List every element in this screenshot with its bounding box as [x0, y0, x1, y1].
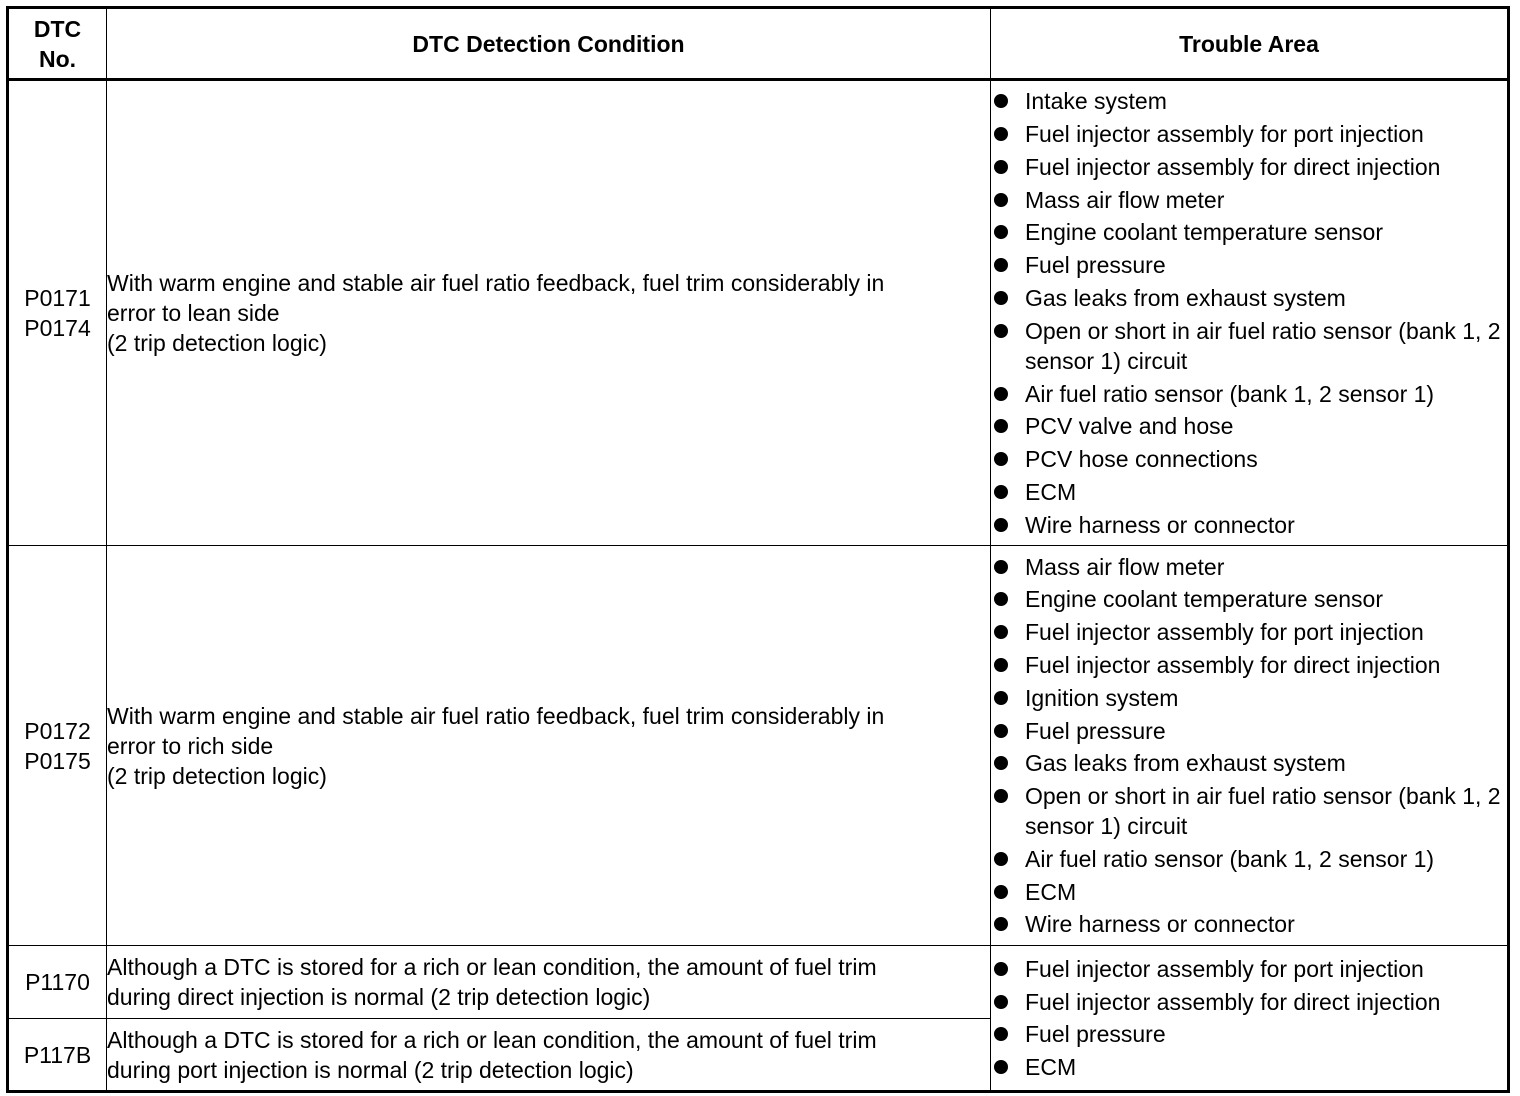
condition-line: during port injection is normal (2 trip detection logic) — [107, 1056, 634, 1083]
list-item — [991, 584, 1507, 614]
list-item — [991, 1019, 1507, 1049]
dtc-code: P0174 — [24, 315, 91, 341]
trouble-area-list — [991, 86, 1507, 540]
trouble-area-item: Wire harness or connector — [1025, 511, 1295, 538]
bullet-icon — [994, 324, 1008, 338]
list-item — [991, 954, 1507, 984]
trouble-area-item: Mass air flow meter — [1025, 553, 1225, 580]
bullet-icon — [994, 127, 1008, 141]
list-item — [991, 119, 1507, 149]
dtc-code: P117B — [23, 1041, 92, 1068]
bullet-icon — [994, 1060, 1008, 1074]
condition-line: With warm engine and stable air fuel ratio feedback, fuel trim considerably in — [107, 270, 885, 296]
trouble-area-item: Fuel injector assembly for direct injection — [1025, 988, 1441, 1015]
list-item — [991, 217, 1507, 247]
bullet-icon — [994, 518, 1008, 532]
list-item — [991, 510, 1507, 540]
list-item — [991, 152, 1507, 182]
bullet-icon — [994, 658, 1008, 672]
trouble-area-item: PCV hose connections — [1025, 446, 1258, 473]
bullet-icon — [994, 258, 1008, 272]
list-item — [991, 552, 1507, 582]
list-item — [991, 650, 1507, 680]
list-item — [991, 683, 1507, 713]
list-item — [991, 185, 1507, 215]
list-item — [991, 250, 1507, 280]
list-item — [991, 909, 1507, 939]
condition-line: With warm engine and stable air fuel ratio feedback, fuel trim considerably in — [107, 702, 885, 729]
trouble-area-list — [991, 954, 1507, 1082]
bullet-icon — [994, 852, 1008, 866]
bullet-icon — [994, 387, 1008, 401]
trouble-area-item: Fuel injector assembly for port injection — [1025, 121, 1424, 148]
table-row — [8, 946, 1509, 1019]
dtc-table — [6, 6, 1510, 1093]
dtc-code-cell — [8, 1019, 107, 1092]
trouble-area-item: Wire harness or connector — [1025, 911, 1295, 938]
bullet-icon — [994, 756, 1008, 770]
bullet-icon — [994, 962, 1008, 976]
dtc-code: P0172 — [24, 717, 91, 744]
list-item — [991, 316, 1507, 376]
trouble-area-item: Fuel pressure — [1025, 717, 1166, 744]
trouble-area-item: Intake system — [1025, 88, 1167, 115]
trouble-area-item: Air fuel ratio sensor (bank 1, 2 sensor 1) — [1025, 845, 1435, 872]
list-item — [991, 781, 1507, 841]
bullet-icon — [994, 885, 1008, 899]
bullet-icon — [994, 419, 1008, 433]
bullet-icon — [994, 160, 1008, 174]
detection-condition-cell — [107, 946, 991, 1019]
list-item — [991, 1052, 1507, 1082]
bullet-icon — [994, 560, 1008, 574]
trouble-area-item: Mass air flow meter — [1025, 186, 1225, 213]
table-row — [8, 546, 1509, 946]
trouble-area-cell — [991, 80, 1509, 546]
list-item — [991, 748, 1507, 778]
trouble-area-item: Fuel pressure — [1025, 252, 1166, 279]
list-item — [991, 877, 1507, 907]
header-dtc-no-line2: No. — [38, 45, 77, 72]
bullet-icon — [994, 1027, 1008, 1041]
list-item — [991, 844, 1507, 874]
bullet-icon — [994, 724, 1008, 738]
condition-line: error to lean side — [107, 300, 280, 326]
trouble-area-item: Engine coolant temperature sensor — [1025, 586, 1383, 613]
bullet-icon — [994, 625, 1008, 639]
trouble-area-item: Gas leaks from exhaust system — [1025, 750, 1346, 777]
bullet-icon — [994, 592, 1008, 606]
list-item — [991, 86, 1507, 116]
trouble-area-item: Open or short in air fuel ratio sensor (bank 1, 2 sensor 1) circuit — [1025, 783, 1501, 840]
list-item — [991, 987, 1507, 1017]
condition-line: (2 trip detection logic) — [107, 762, 327, 789]
bullet-icon — [994, 193, 1008, 207]
dtc-code: P0175 — [24, 747, 91, 774]
bullet-icon — [994, 691, 1008, 705]
trouble-area-item: Ignition system — [1025, 684, 1179, 711]
trouble-area-item: ECM — [1025, 478, 1077, 505]
bullet-icon — [994, 291, 1008, 305]
trouble-area-item: ECM — [1025, 878, 1077, 905]
trouble-area-item: PCV valve and hose — [1025, 413, 1234, 440]
bullet-icon — [994, 917, 1008, 931]
condition-line: Although a DTC is stored for a rich or lean condition, the amount of fuel trim — [107, 1026, 877, 1053]
trouble-area-item: Fuel injector assembly for direct injection — [1025, 153, 1441, 180]
trouble-area-item: Fuel injector assembly for port injection — [1025, 955, 1424, 982]
trouble-area-item: Engine coolant temperature sensor — [1025, 219, 1383, 246]
dtc-code-cell — [8, 546, 107, 946]
trouble-area-cell — [991, 946, 1509, 1092]
header-row — [8, 8, 1509, 80]
condition-line: during direct injection is normal (2 trip detection logic) — [107, 984, 651, 1010]
bullet-icon — [994, 789, 1008, 803]
bullet-icon — [994, 452, 1008, 466]
list-item — [991, 617, 1507, 647]
list-item — [991, 283, 1507, 313]
trouble-area-item: Air fuel ratio sensor (bank 1, 2 sensor 1) — [1025, 380, 1435, 407]
dtc-code-cell — [8, 80, 107, 546]
dtc-code-cell — [8, 946, 107, 1019]
trouble-area-item: Fuel pressure — [1025, 1021, 1166, 1048]
dtc-code: P1170 — [25, 969, 90, 995]
bullet-icon — [994, 485, 1008, 499]
bullet-icon — [994, 94, 1008, 108]
trouble-area-item: Open or short in air fuel ratio sensor (bank 1, 2 sensor 1) circuit — [1025, 317, 1501, 374]
list-item — [991, 411, 1507, 441]
detection-condition-cell — [107, 1019, 991, 1092]
table-row — [8, 80, 1509, 546]
condition-line: error to rich side — [107, 732, 274, 759]
trouble-area-item: Fuel injector assembly for direct injection — [1025, 651, 1441, 678]
dtc-code: P0171 — [24, 285, 91, 311]
trouble-area-item: ECM — [1025, 1054, 1077, 1081]
trouble-area-list — [991, 552, 1507, 940]
list-item — [991, 379, 1507, 409]
bullet-icon — [994, 225, 1008, 239]
list-item — [991, 444, 1507, 474]
condition-line: Although a DTC is stored for a rich or lean condition, the amount of fuel trim — [107, 954, 877, 980]
detection-condition-cell — [107, 80, 991, 546]
bullet-icon — [994, 995, 1008, 1009]
header-condition: DTC Detection Condition — [107, 8, 991, 80]
trouble-area-item: Gas leaks from exhaust system — [1025, 285, 1346, 311]
header-dtc-no-line1: DTC — [33, 15, 82, 42]
header-dtc-no — [8, 8, 107, 80]
detection-condition-cell — [107, 546, 991, 946]
list-item — [991, 477, 1507, 507]
header-trouble-area: Trouble Area — [991, 8, 1509, 80]
trouble-area-item: Fuel injector assembly for port injection — [1025, 619, 1424, 646]
condition-line: (2 trip detection logic) — [107, 330, 327, 356]
list-item — [991, 716, 1507, 746]
trouble-area-cell — [991, 546, 1509, 946]
